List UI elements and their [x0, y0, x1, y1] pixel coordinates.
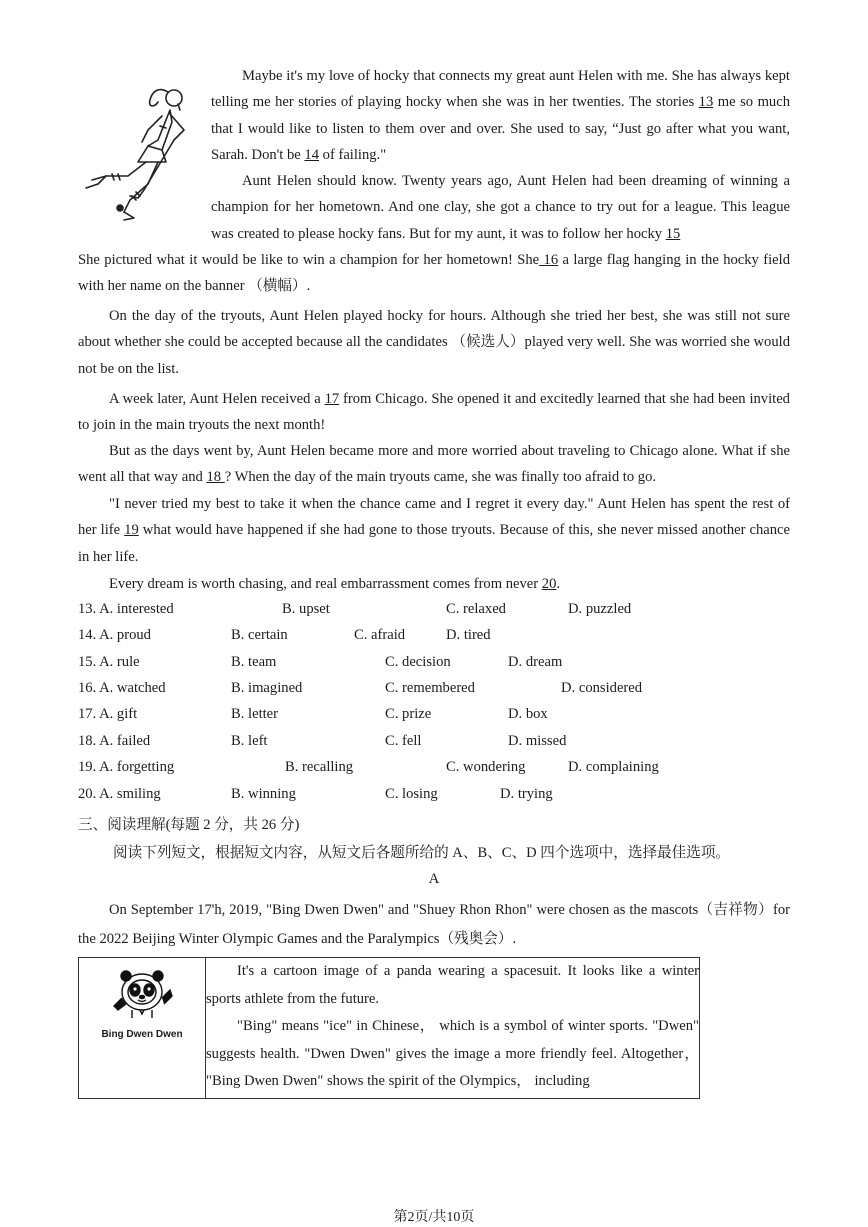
passage-a-intro: On September 17'h, 2019, "Bing Dwen Dwen" and "Shuey Rhon Rhon" were chosen as the mascots（吉祥物）for the 2022 Beijing Winter Olympic Games and the Paralympics（残奥会）. [78, 902, 790, 947]
text-run: Aunt Helen should know. Twenty years ago, Aunt Helen had been dreaming of winning a champion for her hometown. And one clay, she got a chance to try out for a league. This league was created to please hocky fans. But for my aunt, it was to follow her hocky [211, 173, 790, 242]
option-a: 14. A. proud [78, 627, 151, 643]
text-run: of failing." [319, 147, 387, 164]
paragraph-2 [78, 168, 790, 247]
paragraph-3: On the day of the tryouts, Aunt Helen played hocky for hours. Although she tried her best, she was still not sure about whether she could be accepted because all the candidates （候选人）played very well. She was worried she would not be on the list. [78, 308, 790, 377]
question-18-options [78, 733, 798, 759]
blank-13: 13 [698, 94, 714, 111]
text-run: from Chicago. She opened it and excitedly learned that she had been invited to join in the main tryouts the next month! [78, 391, 790, 434]
blank-18: 18 [206, 469, 225, 486]
option-c: C. decision [385, 654, 451, 670]
option-c: C. relaxed [446, 601, 506, 617]
question-15-options [78, 654, 798, 680]
passage-label: A [428, 871, 440, 887]
option-b: B. certain [231, 627, 288, 643]
option-c: C. wondering [446, 759, 526, 775]
text-run: what would have happened if she had gone to those tryouts. Because of this, she never missed another chance in her life. [78, 522, 790, 565]
option-d: D. dream [508, 654, 563, 670]
mascot-description-cell [206, 958, 700, 1099]
text-run: Maybe it's my love of hocky that connects my great aunt Helen with me. She has always kept telling me her stories of playing hocky when she was in her twenties. The stories [211, 68, 790, 111]
option-c: C. afraid [354, 627, 406, 643]
option-a: 19. A. forgetting [78, 759, 175, 775]
question-20-options [78, 786, 798, 812]
text-run: me so much that I would like to listen to them over and over. She used to say, “Just go after what you want, Sarah. Don't be [211, 94, 790, 164]
question-19-options [78, 759, 798, 785]
option-b: B. letter [231, 706, 279, 722]
question-17-options [78, 706, 798, 732]
option-b: B. left [231, 733, 268, 749]
blank-19: 19 [124, 522, 139, 539]
option-c: C. losing [385, 786, 438, 802]
blank-17: 17 [324, 391, 340, 407]
option-b: B. winning [231, 786, 296, 802]
option-a: 15. A. rule [78, 654, 140, 670]
section-instruction: 阅读下列短文，根据短文内容，从短文后各题所给的 A、B、C、D 四个选项中，选择最佳选项。 [113, 845, 731, 861]
option-c: C. prize [385, 706, 432, 722]
blank-16: 16 [539, 252, 559, 268]
option-c: C. fell [385, 733, 422, 749]
option-d: D. considered [561, 680, 643, 696]
text-run: "I never tried my best to take it when the chance came and I regret it every day." Aunt Helen has spent the rest of her life [78, 496, 790, 539]
mascot-image-cell [79, 958, 206, 1099]
mascot-desc-2: "Bing" means "ice" in Chinese， which is a symbol of winter sports. "Dwen" suggests health. "Dwen Dwen" gives the image a more friendly feel. Altogether， "Bing Dwen Dwen" shows the spirit of the Olympics， including [206, 1018, 699, 1089]
option-d: D. missed [508, 733, 567, 749]
mascot-table [78, 957, 700, 1099]
option-b: B. team [231, 654, 277, 670]
option-a: 13. A. interested [78, 601, 174, 617]
paragraph-6 [78, 491, 790, 570]
option-b: B. upset [282, 601, 330, 617]
text-run: But as the days went by, Aunt Helen became more and more worried about traveling to Chicago alone. What if she went all that way and [78, 443, 790, 486]
question-13-options [78, 601, 798, 627]
blank-14: 14 [304, 147, 320, 164]
text-run: a large flag hanging in the hocky field with her name on the banner （横幅）. [78, 252, 790, 295]
option-d: D. box [508, 706, 548, 722]
blank-20: 20 [541, 576, 557, 592]
mascot-name: Bing Dwen Dwen [101, 1029, 183, 1040]
section-title: 三、阅读理解(每题 2 分，共 26 分) [78, 817, 300, 833]
question-16-options [78, 680, 798, 706]
text-run: A week later, Aunt Helen received a [109, 391, 325, 407]
paragraph-2-cont [78, 247, 790, 300]
mascot-desc-1: It's a cartoon image of a panda wearing a spacesuit. It looks like a winter sports athlete from the future. [206, 963, 699, 1007]
paragraph-1 [211, 63, 790, 169]
text-run: . [556, 576, 561, 592]
question-14-options [78, 627, 798, 653]
table-row [79, 958, 700, 1099]
paragraph-2-body [78, 168, 790, 247]
option-a: 17. A. gift [78, 706, 138, 722]
option-b: B. recalling [285, 759, 354, 775]
option-a: 18. A. failed [78, 733, 151, 749]
option-d: D. puzzled [568, 601, 632, 617]
option-d: D. trying [500, 786, 553, 802]
option-b: B. imagined [231, 680, 303, 696]
paragraph-5 [78, 438, 790, 491]
option-a: 16. A. watched [78, 680, 166, 696]
paragraph-7 [78, 571, 790, 597]
text-run: She pictured what it would be like to win a champion for her hometown! She [78, 252, 540, 268]
panda-mascot-icon [110, 966, 174, 1022]
text-run: Every dream is worth chasing, and real embarrassment comes from never [109, 576, 542, 592]
option-d: D. complaining [568, 759, 659, 775]
paragraph-4 [78, 386, 790, 439]
passage-intro-wrapped [211, 63, 790, 169]
page-number: 第2页/共10页 [393, 1210, 475, 1225]
text-run: ? When the day of the main tryouts came, she was finally too afraid to go. [224, 469, 657, 486]
blank-15: 15 [665, 225, 681, 242]
option-a: 20. A. smiling [78, 786, 161, 802]
option-d: D. tired [446, 627, 491, 643]
option-c: C. remembered [385, 680, 475, 696]
